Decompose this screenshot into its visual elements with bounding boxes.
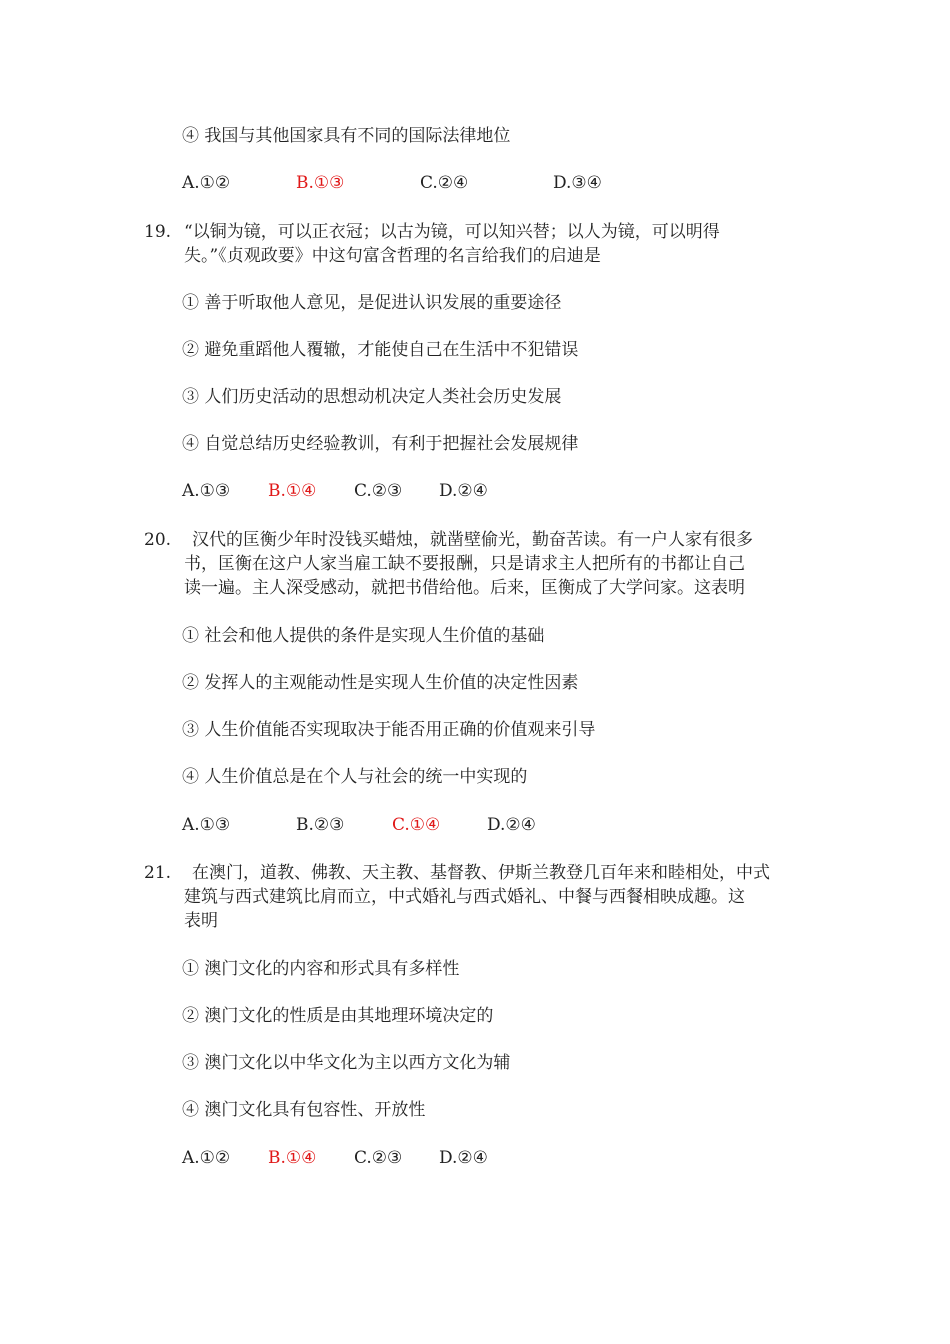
q21-answer-c: C.②③ (354, 1148, 403, 1168)
q18-answer-d: D.③④ (553, 173, 602, 193)
q21-number: 21. (144, 863, 172, 883)
q19-stem-line-1: “以铜为镜，可以正衣冠；以古为镜，可以知兴替；以人为镜，可以明得 (184, 222, 720, 242)
q19-number: 19. (144, 222, 172, 242)
q19-answer-a: A.①③ (182, 481, 231, 501)
q20-option-1: ① 社会和他人提供的条件是实现人生价值的基础 (182, 626, 545, 646)
q20-option-4: ④ 人生价值总是在个人与社会的统一中实现的 (182, 767, 528, 787)
q20-answer-d: D.②④ (487, 815, 536, 835)
q19-stem-line-2: 失。”《贞观政要》中这句富含哲理的名言给我们的启迪是 (184, 246, 601, 266)
q18-answer-c: C.②④ (420, 173, 469, 193)
q21-answer-d: D.②④ (439, 1148, 488, 1168)
q21-option-2: ② 澳门文化的性质是由其地理环境决定的 (182, 1006, 494, 1026)
q19-answer-c: C.②③ (354, 481, 403, 501)
q21-stem-line-2: 建筑与西式建筑比肩而立，中式婚礼与西式婚礼、中餐与西餐相映成趣。这 (184, 887, 745, 907)
q20-answer-b: B.②③ (296, 815, 345, 835)
q20-answer-c-correct: C.①④ (392, 815, 441, 835)
q21-answer-b-correct: B.①④ (268, 1148, 317, 1168)
q18-option-4: ④ 我国与其他国家具有不同的国际法律地位 (182, 126, 511, 146)
q21-option-4: ④ 澳门文化具有包容性、开放性 (182, 1100, 426, 1120)
q21-stem-line-1: 在澳门，道教、佛教、天主教、基督教、伊斯兰教登几百年来和睦相处，中式 (192, 863, 770, 883)
q19-option-3: ③ 人们历史活动的思想动机决定人类社会历史发展 (182, 387, 562, 407)
q19-option-2: ② 避免重蹈他人覆辙，才能使自己在生活中不犯错误 (182, 340, 579, 360)
q19-answer-b-correct: B.①④ (268, 481, 317, 501)
q18-answer-a: A.①② (182, 173, 231, 193)
q20-number: 20. (144, 530, 172, 550)
q21-answer-a: A.①② (182, 1148, 231, 1168)
q21-option-3: ③ 澳门文化以中华文化为主以西方文化为辅 (182, 1053, 511, 1073)
q20-stem-line-2: 书，匡衡在这户人家当雇工缺不要报酬，只是请求主人把所有的书都让自己 (184, 554, 745, 574)
q20-answer-a: A.①③ (182, 815, 231, 835)
q20-option-3: ③ 人生价值能否实现取决于能否用正确的价值观来引导 (182, 720, 596, 740)
q20-stem-line-3: 读一遍。主人深受感动，就把书借给他。后来，匡衡成了大学问家。这表明 (184, 578, 745, 598)
q21-stem-line-3: 表明 (184, 911, 218, 931)
q20-option-2: ② 发挥人的主观能动性是实现人生价值的决定性因素 (182, 673, 579, 693)
q21-option-1: ① 澳门文化的内容和形式具有多样性 (182, 959, 460, 979)
q19-option-1: ① 善于听取他人意见，是促进认识发展的重要途径 (182, 293, 562, 313)
q19-option-4: ④ 自觉总结历史经验教训，有利于把握社会发展规律 (182, 434, 579, 454)
q18-answer-b-correct: B.①③ (296, 173, 345, 193)
q19-answer-d: D.②④ (439, 481, 488, 501)
q20-stem-line-1: 汉代的匡衡少年时没钱买蜡烛，就凿壁偷光，勤奋苦读。有一户人家有很多 (192, 530, 753, 550)
